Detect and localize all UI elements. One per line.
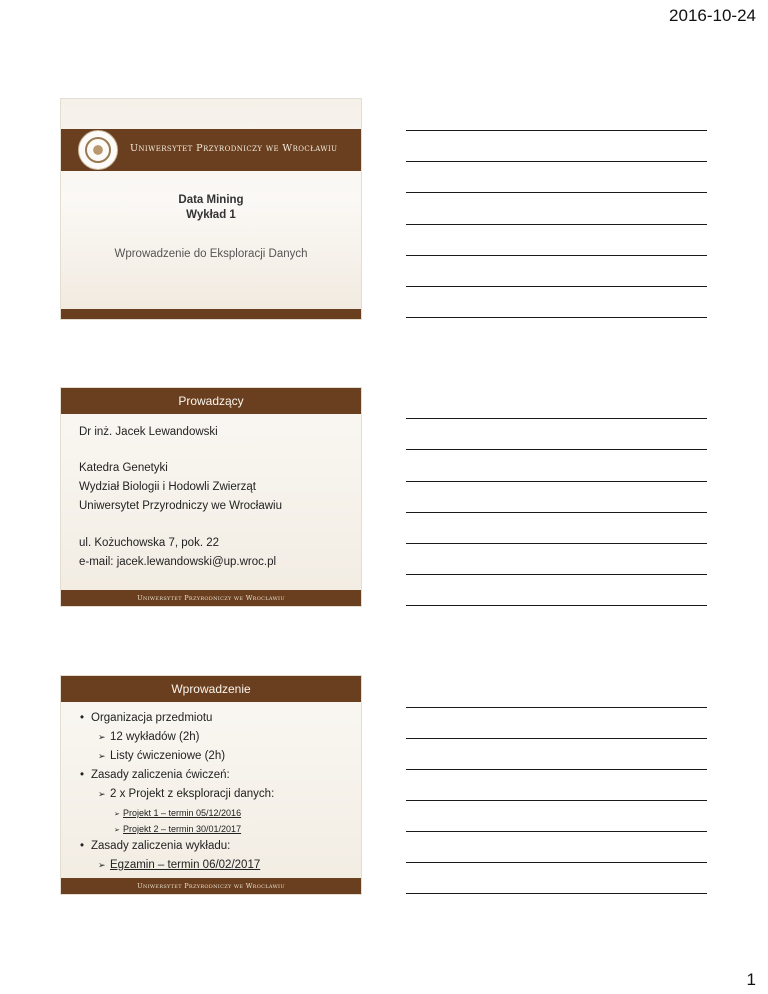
- department: Katedra Genetyki: [79, 462, 168, 474]
- note-line: [406, 605, 707, 606]
- bullet-item: • Zasady zaliczenia ćwiczeń:: [80, 769, 230, 781]
- note-line: [406, 738, 707, 739]
- instructor-name: Dr inż. Jacek Lewandowski: [79, 426, 218, 438]
- bullet-item: • Zasady zaliczenia wykładu:: [80, 840, 231, 852]
- note-line: [406, 317, 707, 318]
- bullet-item: ➢ Projekt 2 – termin 30/01/2017: [114, 824, 242, 834]
- note-line: [406, 418, 707, 419]
- slide-bottom-bar: [61, 309, 361, 319]
- email: e-mail: jacek.lewandowski@up.wroc.pl: [79, 556, 277, 568]
- faculty: Wydział Biologii i Hodowli Zwierząt: [79, 481, 256, 493]
- university: Uniwersytet Przyrodniczy we Wrocławiu: [79, 500, 283, 512]
- slide-footer: Uniwersytet Przyrodniczy we Wrocławiu: [61, 878, 361, 894]
- address: ul. Kożuchowska 7, pok. 22: [79, 537, 219, 549]
- slide-header: Wprowadzenie: [61, 676, 361, 702]
- slide-title: Data Mining: [178, 194, 244, 206]
- bullet-item: ➢ Listy ćwiczeniowe (2h): [98, 750, 226, 762]
- slide-lecture-number: Wykład 1: [186, 209, 236, 221]
- bullet-item: • Organizacja przedmiotu: [80, 712, 213, 724]
- note-line: [406, 255, 707, 256]
- note-line: [406, 449, 707, 450]
- bullet-item: ➢ 2 x Projekt z eksploracji danych:: [98, 788, 275, 800]
- note-line: [406, 800, 707, 801]
- university-seal-icon: [78, 130, 118, 170]
- note-line: [406, 192, 707, 193]
- slide-2-instructor: [61, 388, 361, 606]
- slide-footer: Uniwersytet Przyrodniczy we Wrocławiu: [61, 590, 361, 606]
- note-line: [406, 862, 707, 863]
- slide-header: Prowadzący: [61, 388, 361, 414]
- note-line: [406, 574, 707, 575]
- slide-1-title: [61, 99, 361, 319]
- bullet-item: ➢ 12 wykładów (2h): [98, 731, 200, 743]
- university-name: Uniwersytet Przyrodniczy we Wrocławiu: [130, 143, 338, 154]
- note-line: [406, 224, 707, 225]
- slide-3-introduction: [61, 676, 361, 894]
- page-date: 2016-10-24: [669, 6, 756, 25]
- note-line: [406, 512, 707, 513]
- slide-subtitle: Wprowadzenie do Eksploracji Danych: [114, 248, 308, 260]
- note-line: [406, 707, 707, 708]
- note-line: [406, 769, 707, 770]
- note-line: [406, 831, 707, 832]
- note-line: [406, 286, 707, 287]
- note-line: [406, 893, 707, 894]
- note-line: [406, 543, 707, 544]
- bullet-item: ➢ Egzamin – termin 06/02/2017: [98, 859, 261, 871]
- note-line: [406, 130, 707, 131]
- note-line: [406, 481, 707, 482]
- page-number: 1: [746, 970, 756, 989]
- note-line: [406, 161, 707, 162]
- bullet-item: ➢ Projekt 1 – termin 05/12/2016: [114, 808, 242, 818]
